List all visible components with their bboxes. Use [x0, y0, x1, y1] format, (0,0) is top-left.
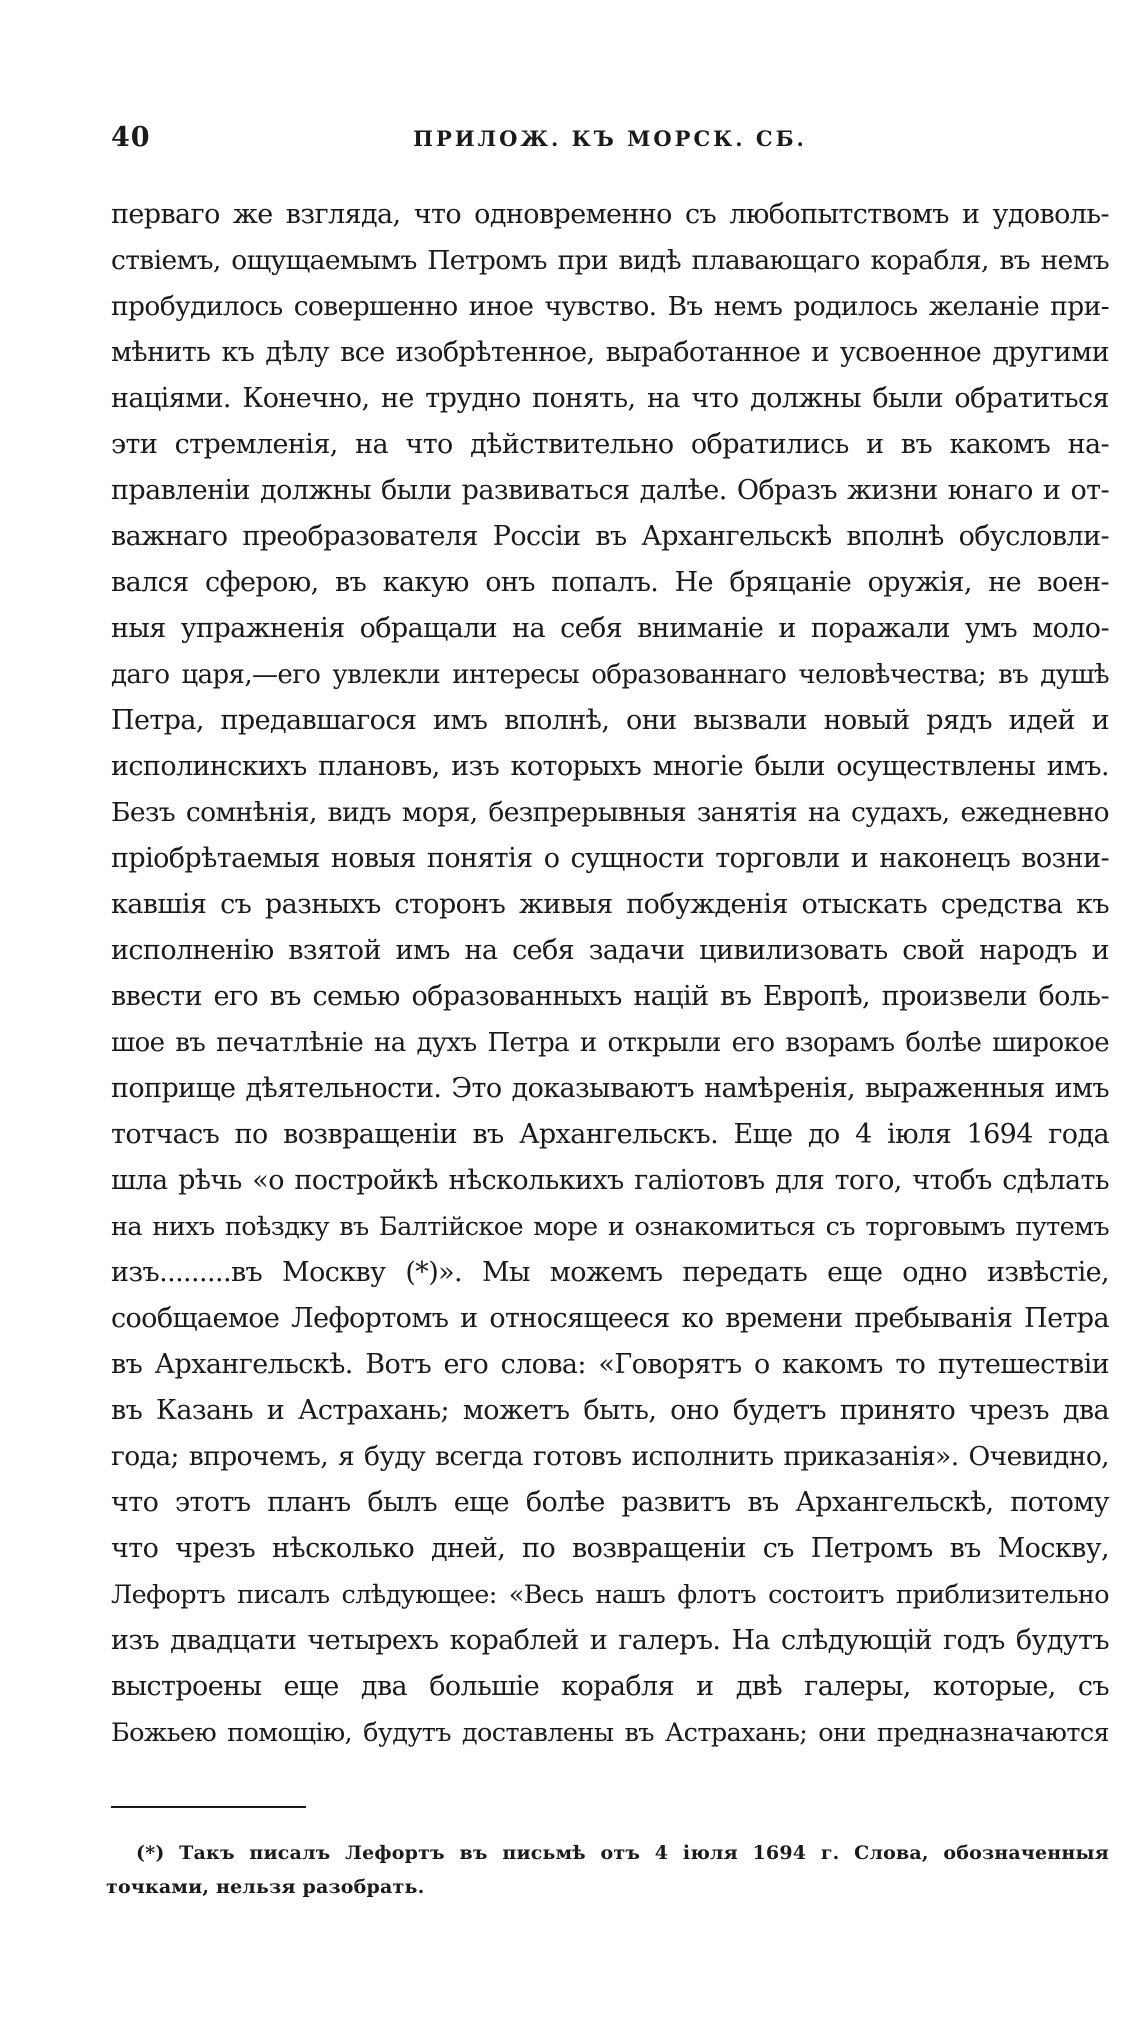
text-line: тотчасъ по возвращеніи въ Архангельскъ. Еще до 4 іюля 1694 года	[111, 1119, 1109, 1150]
text-line: пробудилось совершенно иное чувство. Въ немъ родилось желаніе при-	[111, 291, 1109, 322]
text-line: перваго же взгляда, что одновременно съ любопытствомъ и удоволь-	[111, 199, 1109, 230]
body-text	[111, 192, 1109, 1756]
text-line: поприще дѣятельности. Это доказываютъ намѣренія, выраженныя имъ	[111, 1073, 1109, 1104]
text-line: эти стремленія, на что дѣйствительно обратились и въ какомъ на-	[111, 429, 1109, 460]
text-line: ввести его въ семью образованныхъ націй въ Европѣ, произвели боль-	[111, 981, 1109, 1012]
text-line: изъ.........въ Москву (*)». Мы можемъ передать еще одно извѣстіе,	[111, 1257, 1109, 1288]
footnote-line: (*) Такъ писалъ Лефортъ въ письмѣ отъ 4 іюля 1694 г. Слова, обозначенныя	[136, 1842, 1109, 1864]
text-line: правленіи должны были развиваться далѣе. Образъ жизни юнаго и от-	[111, 475, 1109, 506]
footnote-divider	[111, 1806, 306, 1808]
text-line: пріобрѣтаемыя новыя понятія о сущности торговли и наконецъ возни-	[111, 843, 1109, 874]
text-line: даго царя,—его увлекли интересы образованнаго человѣчества; въ душѣ	[111, 660, 1109, 690]
text-line: въ Казань и Астрахань; можетъ быть, оно будетъ принято чрезъ два	[111, 1395, 1109, 1426]
text-line: исполненію взятой имъ на себя задачи цивилизовать свой народъ и	[111, 935, 1109, 966]
text-line: кавшія съ разныхъ сторонъ живыя побужденія отыскать средства къ	[111, 889, 1109, 920]
text-line: выстроены еще два большіе корабля и двѣ галеры, которые, съ	[111, 1671, 1109, 1702]
text-line: Лефортъ писалъ слѣдующее: «Весь нашъ флотъ состоитъ приблизительно	[111, 1580, 1109, 1610]
text-line: шла рѣчь «о постройкѣ нѣсколькихъ галіотовъ для того, чтобъ сдѣлать	[111, 1165, 1109, 1196]
text-line: исполинскихъ плановъ, изъ которыхъ многіе были осуществлены имъ.	[111, 751, 1109, 782]
footnote	[106, 1836, 1109, 1904]
text-line: что этотъ планъ былъ еще болѣе развитъ въ Архангельскѣ, потому	[111, 1487, 1109, 1518]
text-line: года; впрочемъ, я буду всегда готовъ исполнить приказанія». Очевидно,	[111, 1441, 1109, 1472]
text-line: Петра, предавшагося имъ вполнѣ, они вызвали новый рядъ идей и	[111, 705, 1109, 736]
page-header	[111, 122, 1109, 162]
text-line: что чрезъ нѣсколько дней, по возвращеніи съ Петромъ въ Москву,	[111, 1533, 1109, 1564]
text-line: сообщаемое Лефортомъ и относящееся ко времени пребыванія Петра	[111, 1303, 1109, 1334]
text-line: изъ двадцати четырехъ кораблей и галеръ. На слѣдующій годъ будутъ	[111, 1625, 1109, 1656]
text-line: ствіемъ, ощущаемымъ Петромъ при видѣ плавающаго корабля, въ немъ	[111, 245, 1109, 276]
text-line: на нихъ поѣздку въ Балтійское море и ознакомиться съ торговымъ путемъ	[111, 1212, 1109, 1242]
text-line: шое въ печатлѣніе на духъ Петра и открыли его взорамъ болѣе широкое	[111, 1028, 1109, 1058]
text-line: вался сферою, въ какую онъ попалъ. Не бряцаніе оружія, не воен-	[111, 567, 1109, 598]
text-line: въ Архангельскѣ. Вотъ его слова: «Говорятъ о какомъ то путешествіи	[111, 1349, 1109, 1380]
text-line: важнаго преобразователя Россіи въ Архангельскѣ вполнѣ обусловли-	[111, 521, 1109, 552]
text-line: мѣнить къ дѣлу все изобрѣтенное, выработанное и усвоенное другими	[111, 337, 1109, 368]
text-line: ныя упражненія обращали на себя вниманіе и поражали умъ моло-	[111, 613, 1109, 644]
footnote-line: точками, нельзя разобрать.	[106, 1876, 425, 1898]
running-title: ПРИЛОЖ. КЪ МОРСК. СБ.	[413, 126, 807, 151]
text-line: Божьею помощію, будутъ доставлены въ Астрахань; они предназначаются	[111, 1718, 1109, 1748]
text-line: націями. Конечно, не трудно понять, на что должны были обратиться	[111, 383, 1109, 414]
page-number: 40	[111, 122, 151, 153]
text-line: Безъ сомнѣнія, видъ моря, безпрерывныя занятія на судахъ, ежедневно	[111, 797, 1109, 828]
